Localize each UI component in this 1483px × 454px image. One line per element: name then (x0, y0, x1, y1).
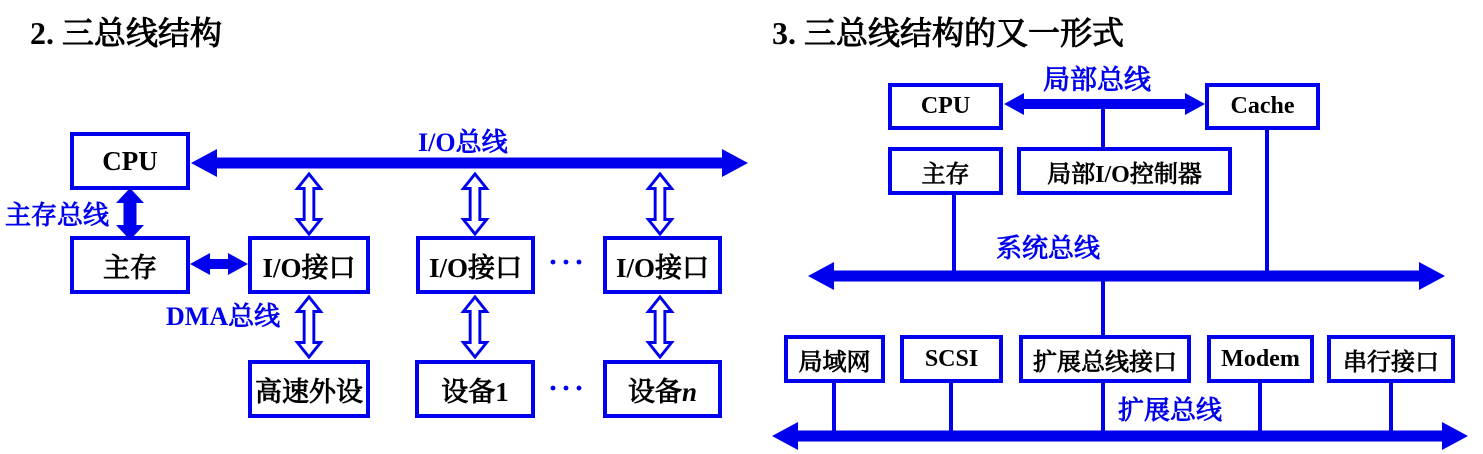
expansion-bus-arrow (772, 422, 1468, 450)
cpu-label: CPU (102, 145, 158, 176)
expansion-bus-label: 扩展总线 (1118, 396, 1223, 425)
arrow-head-right-icon (1185, 93, 1205, 115)
modem-label: Modem (1221, 345, 1300, 372)
bus-interface-1-double-arrow-icon (294, 172, 324, 236)
high-speed-peripheral-label: 高速外设 (255, 376, 363, 407)
cpu-box-left (70, 132, 190, 190)
memory-bus-arrow (116, 188, 144, 240)
expansion-bus-interface-label: 扩展总线接口 (1033, 349, 1177, 376)
serial-interface-label: 串行接口 (1343, 349, 1439, 376)
arrow-shaft (124, 201, 137, 227)
cache-label: Cache (1230, 93, 1295, 119)
cpu-box-right (888, 83, 1003, 130)
interface-2-device-double-arrow-icon (460, 295, 490, 359)
system-bus-arrow (808, 262, 1445, 290)
dma-bus-label: DMA总线 (166, 302, 281, 331)
device-n-variable: n (681, 376, 698, 407)
io-interface-box-2 (416, 236, 535, 294)
main-memory-label: 主存 (921, 161, 970, 188)
arrow-head-right-icon (722, 149, 748, 177)
device-n-label (628, 370, 697, 409)
device-1-label: 设备1 (441, 376, 509, 407)
io-bus-label: I/O总线 (418, 128, 508, 157)
modem-box (1207, 335, 1314, 383)
interface-3-device-double-arrow-icon (645, 295, 675, 359)
main-memory-label: 主存 (103, 252, 157, 283)
io-interface-box-1 (248, 236, 370, 294)
io-interface-label: I/O接口 (428, 252, 522, 283)
right-diagram-title: 3. 三总线结构的又一形式 (772, 15, 1125, 51)
bus-interface-3-double-arrow-icon (645, 172, 675, 236)
io-interface-box-3 (603, 236, 722, 294)
device-row-ellipsis: ··· (548, 372, 588, 405)
interface-row-ellipsis: ··· (548, 246, 588, 279)
lan-label: 局域网 (798, 349, 871, 376)
device-n-prefix: 设备 (627, 376, 682, 407)
scsi-box (900, 335, 1003, 383)
device-n-box (603, 360, 722, 418)
arrow-head-right-icon (1419, 262, 1445, 290)
high-speed-peripheral-box (248, 360, 370, 418)
expansion-bus-interface-box (1019, 335, 1191, 383)
arrow-shaft (792, 431, 1448, 442)
local-io-controller-label: 局部I/O控制器 (1047, 161, 1202, 188)
local-io-controller-box (1017, 147, 1232, 195)
cache-systembus-connector (1265, 130, 1269, 273)
cpu-label: CPU (920, 93, 971, 119)
systembus-expansioninterface-connector (1101, 281, 1105, 335)
bus-interface-2-double-arrow-icon (460, 172, 490, 236)
left-diagram-title: 2. 三总线结构 (30, 15, 223, 51)
arrow-shaft (828, 271, 1425, 282)
scsi-label: SCSI (924, 345, 979, 372)
serial-interface-box (1327, 335, 1455, 383)
device-1-box (415, 360, 535, 418)
dma-bus-arrow (190, 252, 248, 276)
system-bus-label: 系统总线 (996, 234, 1101, 263)
arrow-head-right-icon (228, 253, 248, 275)
cache-box (1205, 83, 1320, 130)
arrow-head-right-icon (1442, 422, 1468, 450)
arrow-shaft (211, 158, 728, 169)
local-bus-label: 局部总线 (1043, 65, 1151, 95)
main-memory-box-left (70, 236, 190, 294)
localbus-controller-connector (1101, 108, 1105, 147)
memory-bus-label: 主存总线 (5, 201, 110, 230)
interface-1-device-double-arrow-icon (294, 295, 324, 359)
main-memory-box-right (888, 147, 1003, 195)
io-interface-label: I/O接口 (262, 252, 356, 283)
lan-box (784, 335, 885, 383)
io-interface-label: I/O接口 (615, 252, 709, 283)
